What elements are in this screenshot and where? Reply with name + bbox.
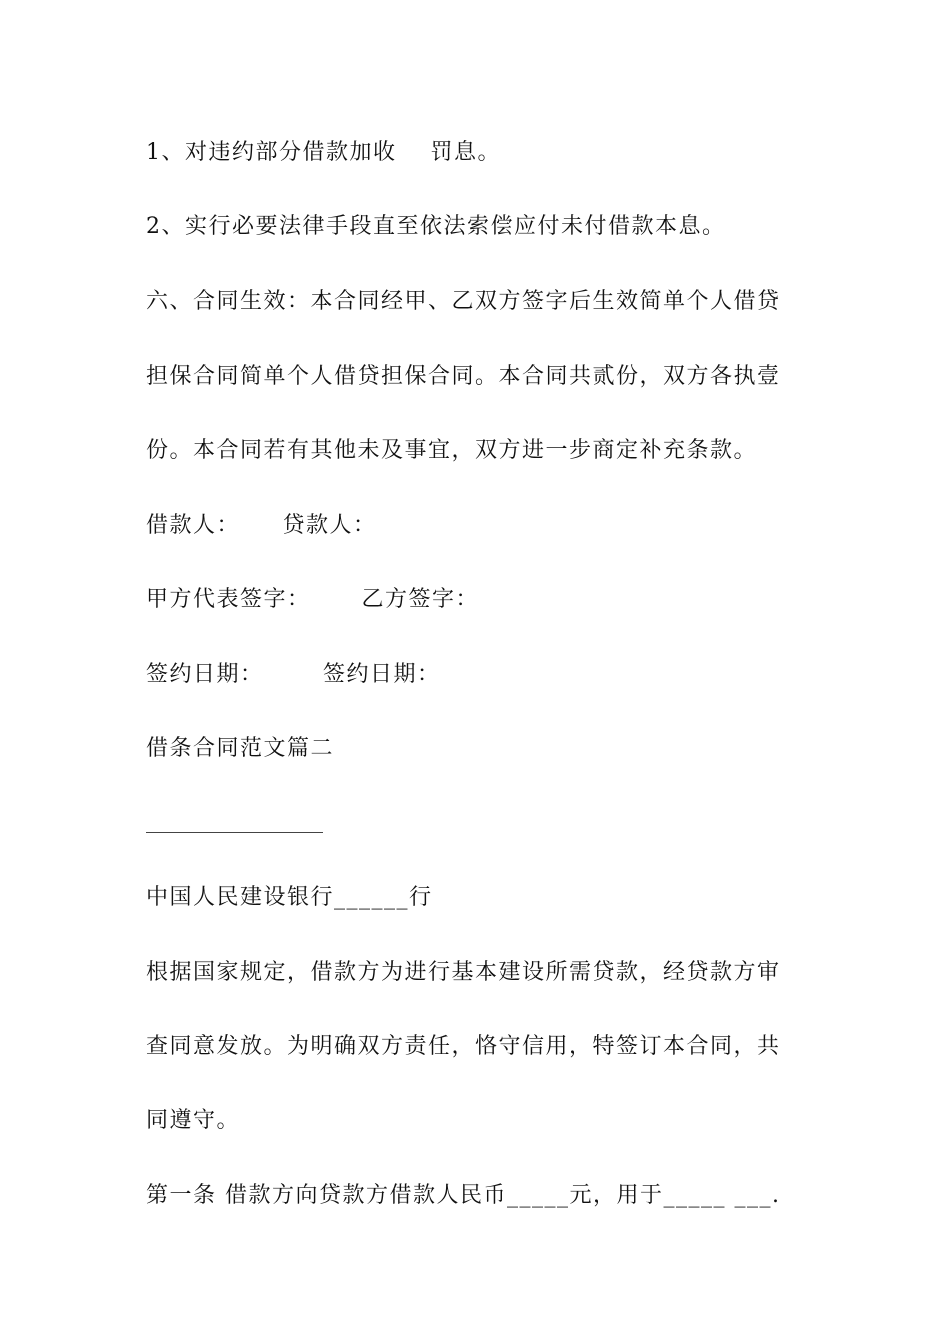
article-one: 第一条 借款方向贷款方借款人民币_____元，用于_____ ___. — [146, 1183, 781, 1208]
clause-legal-recovery: 2、实行必要法律手段直至依法索偿应付未付借款本息。 — [146, 214, 726, 239]
signature-parties: 借款人： 贷款人： — [146, 513, 377, 538]
horizontal-rule — [146, 832, 323, 833]
preamble-line-3: 同遵守。 — [146, 1108, 241, 1133]
preamble-line-2: 查同意发放。为明确双方责任，恪守信用，特签订本合同，共 — [146, 1034, 781, 1059]
signature-representatives: 甲方代表签字： 乙方签字： — [146, 587, 479, 612]
clause-effective-line-2: 担保合同简单个人借贷担保合同。本合同共贰份，双方各执壹 — [146, 364, 781, 389]
section-title: 借条合同范文篇二 — [146, 736, 335, 761]
bank-name-line: 中国人民建设银行______行 — [146, 885, 433, 910]
signature-dates: 签约日期： 签约日期： — [146, 662, 441, 687]
preamble-line-1: 根据国家规定，借款方为进行基本建设所需贷款，经贷款方审 — [146, 960, 781, 985]
clause-effective-line-1: 六、合同生效：本合同经甲、乙双方签字后生效简单个人借贷 — [146, 289, 781, 314]
clause-effective-line-3: 份。本合同若有其他未及事宜，双方进一步商定补充条款。 — [146, 438, 758, 463]
clause-penalty-interest: 1、对违约部分借款加收 罚息。 — [146, 140, 501, 165]
